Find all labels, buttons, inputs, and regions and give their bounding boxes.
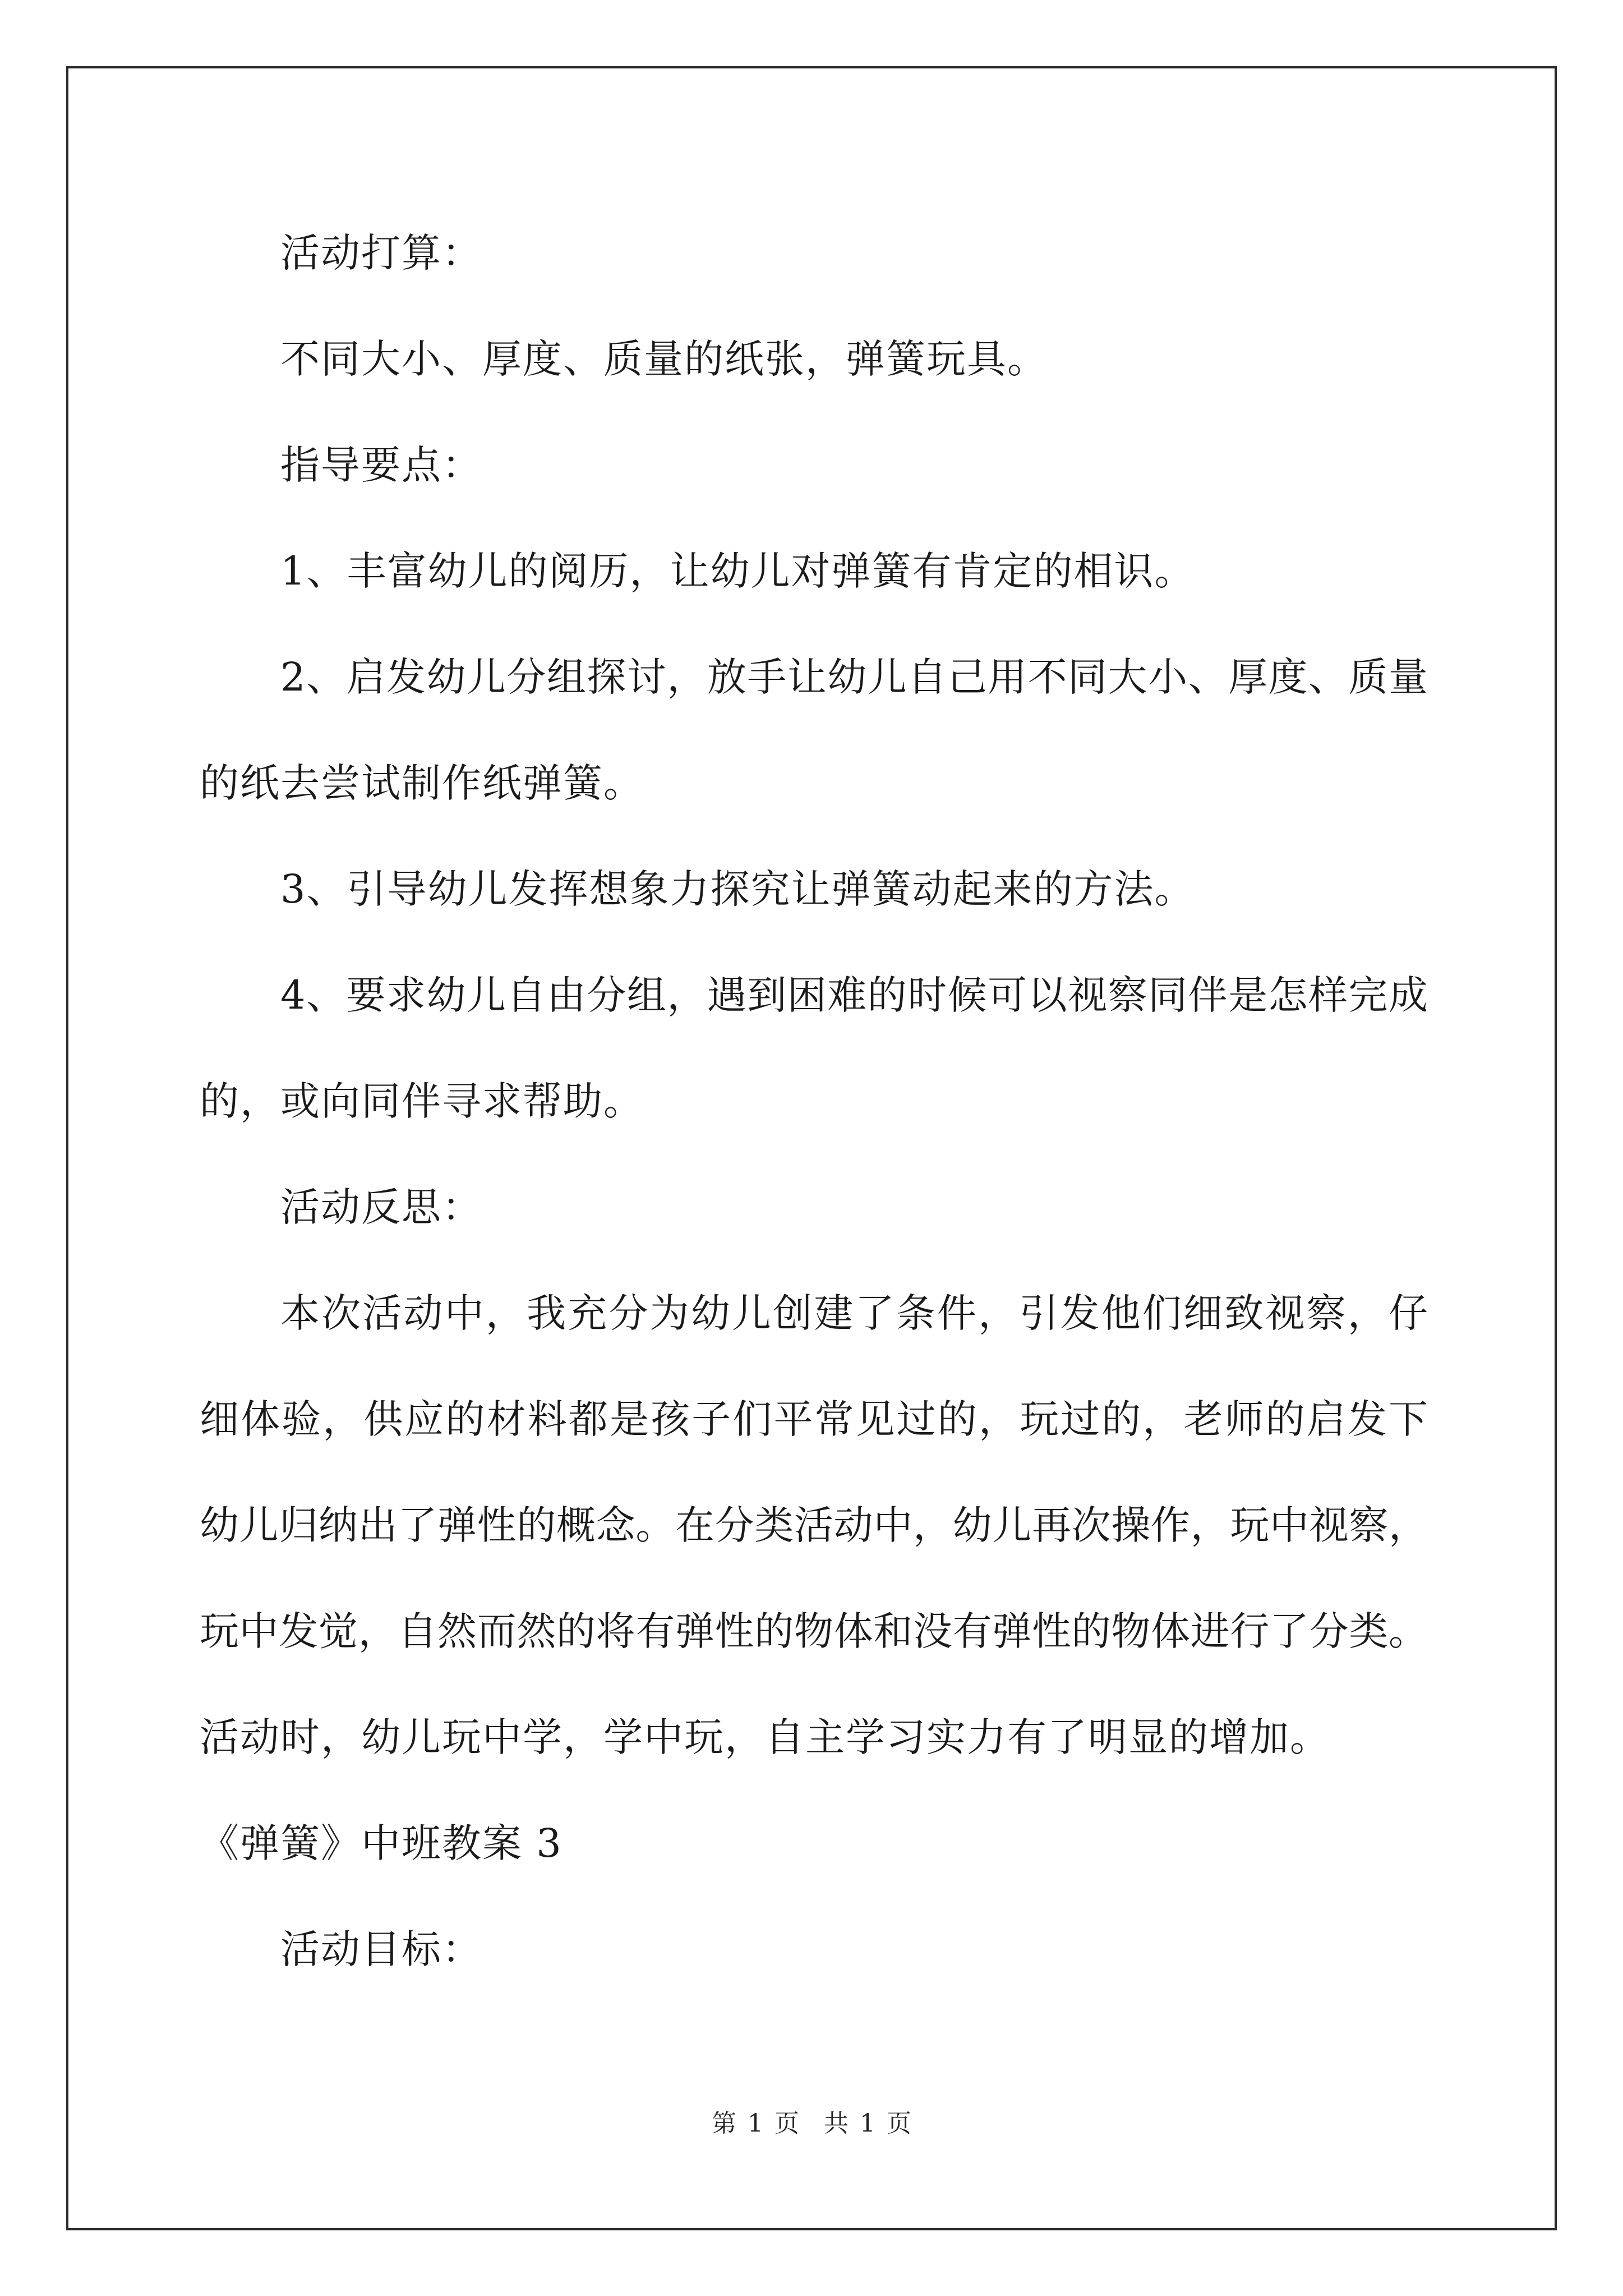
paragraph-reflection-line-4: 玩中发觉，自然而然的将有弹性的物体和没有弹性的物体进行了分类。 xyxy=(200,1608,1428,1654)
paragraph-objectives-heading: 活动目标： xyxy=(280,1926,482,1972)
paragraph-point-3: 3、引导幼儿发挥想象力探究让弹簧动起来的方法。 xyxy=(280,866,1195,912)
paragraph-reflection-heading: 活动反思： xyxy=(280,1184,482,1230)
paragraph-reflection-line-1: 本次活动中，我充分为幼儿创建了条件，引发他们细致视察，仔 xyxy=(280,1290,1428,1336)
paragraph-point-2-line-2: 的纸去尝试制作纸弹簧。 xyxy=(200,760,644,806)
paragraph-reflection-line-5: 活动时，幼儿玩中学，学中玩，自主学习实力有了明显的增加。 xyxy=(200,1714,1330,1760)
paragraph-reflection-line-3: 幼儿归纳出了弹性的概念。在分类活动中，幼儿再次操作，玩中视察， xyxy=(200,1502,1428,1548)
section-title: 《弹簧》中班教案 3 xyxy=(200,1820,562,1866)
paragraph-reflection-line-2: 细体验，供应的材料都是孩子们平常见过的，玩过的，老师的启发下 xyxy=(200,1396,1428,1442)
paragraph-guidance-heading: 指导要点： xyxy=(280,442,482,488)
paragraph-preparation-heading: 活动打算： xyxy=(280,230,482,276)
paragraph-materials: 不同大小、厚度、质量的纸张，弹簧玩具。 xyxy=(280,336,1048,382)
paragraph-point-4-line-1: 4、要求幼儿自由分组，遇到困难的时候可以视察同伴是怎样完成 xyxy=(280,972,1428,1018)
paragraph-point-2-line-1: 2、启发幼儿分组探讨，放手让幼儿自己用不同大小、厚度、质量 xyxy=(280,654,1428,700)
paragraph-point-4-line-2: 的，或向同伴寻求帮助。 xyxy=(200,1078,644,1124)
page-border xyxy=(66,66,1557,2230)
page-footer: 第 1 页 共 1 页 xyxy=(712,2109,911,2138)
paragraph-point-1: 1、丰富幼儿的阅历，让幼儿对弹簧有肯定的相识。 xyxy=(280,548,1195,594)
